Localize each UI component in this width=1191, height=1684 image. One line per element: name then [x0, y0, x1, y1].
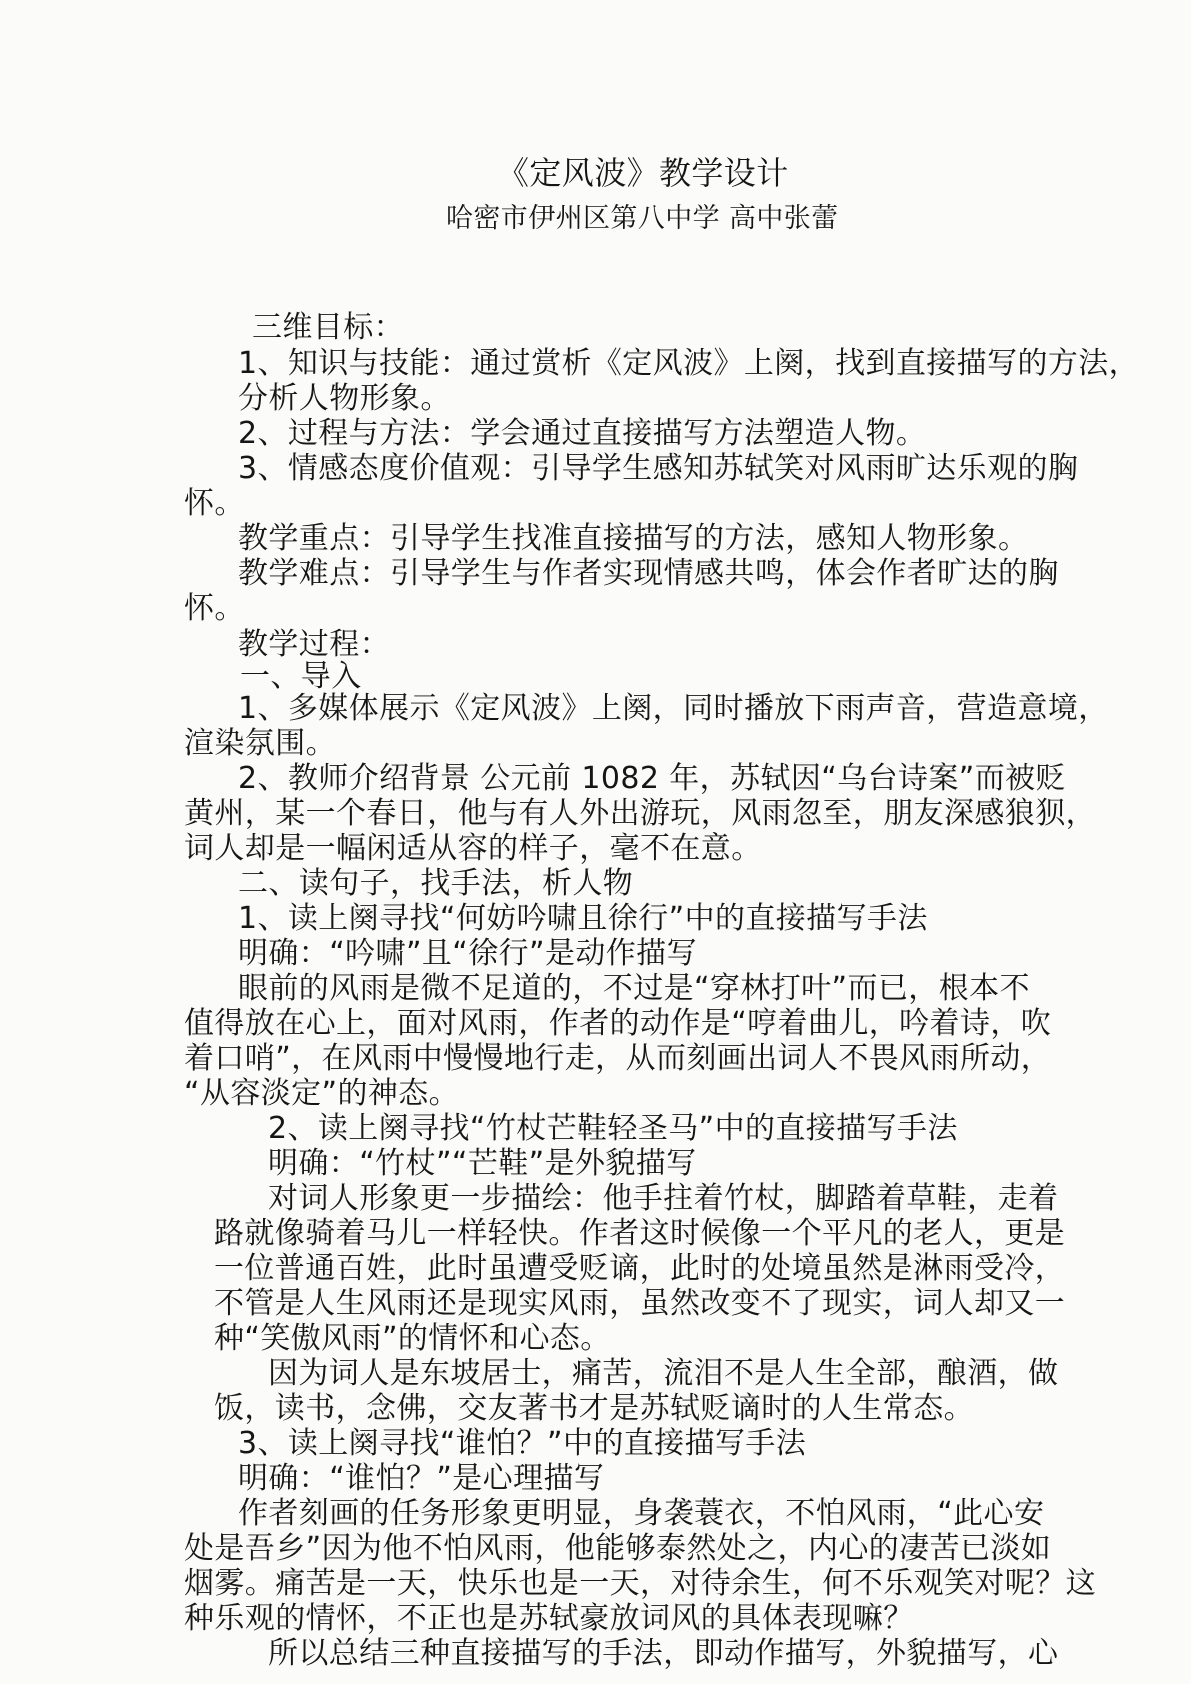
paragraph-line: 教学难点：引导学生与作者实现情感共鸣，体会作者旷达的胸: [238, 556, 1059, 591]
paragraph-line: 作者刻画的任务形象更明显，身袭蓑衣，不怕风雨，“此心安: [238, 1496, 1045, 1531]
paragraph-line: 饭，读书，念佛，交友著书才是苏轼贬谪时的人生常态。: [214, 1391, 974, 1426]
paragraph-line: 明确：“谁怕？”是心理描写: [238, 1461, 605, 1496]
section-heading: 教学过程：: [238, 627, 390, 662]
paragraph-line: “从容淡定”的神态。: [184, 1076, 460, 1111]
paragraph-line: 3、读上阕寻找“谁怕？”中的直接描写手法: [238, 1426, 807, 1461]
paragraph-line: 1、多媒体展示《定风波》上阕，同时播放下雨声音，营造意境，: [238, 691, 1109, 726]
paragraph-line: 种“笑傲风雨”的情怀和心态。: [214, 1321, 611, 1356]
paragraph-line: 2、过程与方法：学会通过直接描写方法塑造人物。: [238, 416, 927, 451]
paragraph-line: 分析人物形象。: [238, 381, 451, 416]
paragraph-line: 词人却是一幅闲适从容的样子，毫不在意。: [184, 831, 762, 866]
paragraph-line: 着口哨”，在风雨中慢慢地行走，从而刻画出词人不畏风雨所动，: [184, 1041, 1052, 1076]
paragraph-line: 种乐观的情怀，不正也是苏轼豪放词风的具体表现嘛？: [184, 1601, 914, 1636]
paragraph-line: 对词人形象更一步描绘：他手拄着竹杖，脚踏着草鞋，走着: [268, 1181, 1059, 1216]
paragraph-line: 教学重点：引导学生找准直接描写的方法，感知人物形象。: [238, 521, 1029, 556]
section-heading: 三维目标：: [252, 310, 404, 345]
section-heading: 二、读句子，找手法，析人物: [238, 866, 634, 901]
paragraph-line: 不管是人生风雨还是现实风雨，虽然改变不了现实，词人却又一: [214, 1286, 1066, 1321]
paragraph-line: 眼前的风雨是微不足道的，不过是“穿林打叶”而已，根本不: [238, 971, 1030, 1006]
paragraph-line: 一位普通百姓，此时虽遭受贬谪，此时的处境虽然是淋雨受冷，: [214, 1251, 1066, 1286]
paragraph-line: 所以总结三种直接描写的手法，即动作描写，外貌描写，心: [268, 1636, 1059, 1671]
paragraph-line: 烟雾。痛苦是一天，快乐也是一天，对待余生，何不乐观笑对呢？这: [184, 1566, 1096, 1601]
document-title: 《定风波》教学设计: [497, 154, 789, 192]
paragraph-line: 明确：“吟啸”且“徐行”是动作描写: [238, 936, 697, 971]
paragraph-line: 值得放在心上，面对风雨，作者的动作是“哼着曲儿，吟着诗，吹: [184, 1006, 1052, 1041]
author-line: 哈密市伊州区第八中学 高中张蕾: [446, 203, 839, 234]
paragraph-line: 怀。: [184, 591, 245, 626]
paragraph-line: 渲染氛围。: [184, 726, 336, 761]
section-heading: 一、导入: [240, 659, 362, 694]
paragraph-line: 黄州，某一个春日，他与有人外出游玩，风雨忽至，朋友深感狼狈，: [184, 796, 1096, 831]
paragraph-line: 2、读上阕寻找“竹杖芒鞋轻圣马”中的直接描写手法: [268, 1111, 958, 1146]
paragraph-line: 1、知识与技能：通过赏析《定风波》上阕，找到直接描写的方法，: [238, 346, 1140, 381]
paragraph-line: 路就像骑着马儿一样轻快。作者这时候像一个平凡的老人，更是: [214, 1216, 1066, 1251]
paragraph-line: 3、情感态度价值观：引导学生感知苏轼笑对风雨旷达乐观的胸: [238, 451, 1079, 486]
paragraph-line: 处是吾乡”因为他不怕风雨，他能够泰然处之，内心的凄苦已淡如: [184, 1531, 1052, 1566]
paragraph-line: 怀。: [184, 486, 245, 521]
paragraph-line: 2、教师介绍背景 公元前 1082 年，苏轼因“乌台诗案”而被贬: [238, 761, 1066, 796]
paragraph-line: 明确：“竹杖”“芒鞋”是外貌描写: [268, 1146, 697, 1181]
paragraph-line: 1、读上阕寻找“何妨吟啸且徐行”中的直接描写手法: [238, 901, 928, 936]
paragraph-line: 因为词人是东坡居士，痛苦，流泪不是人生全部，酿酒，做: [268, 1356, 1059, 1391]
